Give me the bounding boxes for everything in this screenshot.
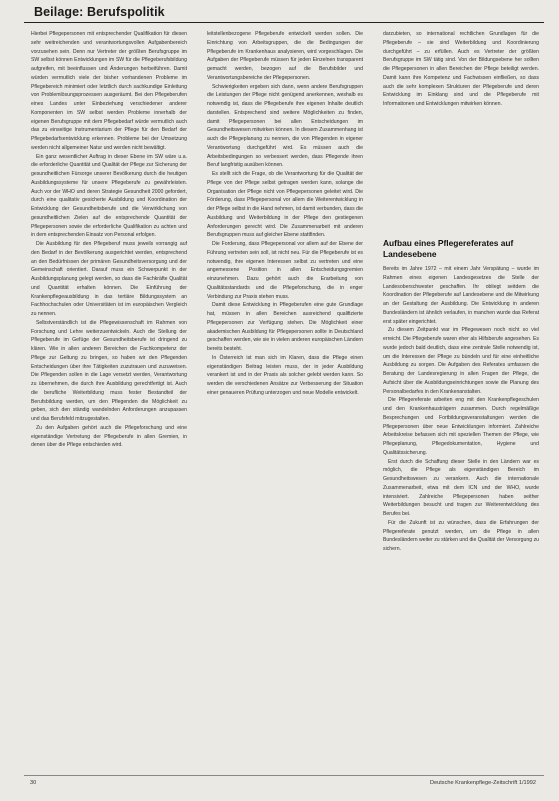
paragraph: leitstellenbezogene Pflegeberufe entwickelt werden sollen. Die Einrichtung von Arbeitsgruppen, die die Bedingungen der Pflegeberufe im Krankenhaus analysieren, wird vorgeschlagen. Die Aufgaben der Pflegeberufe müssen für jeden Einzelnen transparent gemacht werden, bezogen auf die Berufsbilder und Verantwortungsbereiche der Pflegepersonen. bbox=[207, 31, 363, 81]
journal-citation: Deutsche Krankenpflege-Zeitschrift 1/1992 bbox=[429, 780, 536, 786]
paragraph: Hierbei Pflegepersonen mit entsprechender Qualifikation für diesen sehr weitreichenden und verantwortungsvollen Aufgabenbereich vorzusehen sein. Denn nur Vertreter der größten Berufsgruppe im SW selbst können Entwicklungen im SW für die Pflegeberufsbildung aufgreifen, mit beeinflussen und Änderungen herbeiführen. Damit würden vermutlich viele der bisher vorhandenen Probleme im Pflegebereich minimiert oder letztlich durch sachkundige Einleitung von Problemlösungsprozessen ausgeräumt. Bei den Pflegeberufen eines Landes unter Einbeziehung verschiedener anderer Komponenten im SW selbst werden Probleme innerhalb der eigenen Berufsgruppe mit dem Pflegebedarf würde vermutlich auch das zu einseitige Instrumentarium der Pflege für den Bedarf der Pflegebedarfsentwicklung erkennen. Probleme bei der Umsetzung werden nicht allgemeiner Natur und werden nicht bewältigt. bbox=[31, 31, 187, 151]
page-number: 30 bbox=[30, 780, 37, 786]
subsection-heading: Aufbau eines Pflegereferates auf Landesebene bbox=[383, 238, 514, 259]
text-column-1 bbox=[31, 30, 187, 770]
paragraph: In Österreich ist man sich im Klaren, dass die Pflege einen eigenständigen Beitrag leisten muss, der in jeder Ausbildung verankert ist und in der Praxis als solcher gelebt werden kann. So werden die verschiedenen Ansätze zur Verbesserung der Situation einer genaueren Prüfung unterzogen und neue Modelle entwickelt. bbox=[207, 354, 363, 396]
section-title: Beilage: Berufspolitik bbox=[34, 5, 165, 19]
paragraph: Für die Zukunft ist zu wünschen, dass die Erfahrungen der Pflegereferate genutzt werden, um die Pflege in allen Bundesländern weiter zu stärken und die Qualität der Versorgung zu sichern. bbox=[383, 519, 539, 552]
page-header bbox=[24, 2, 544, 23]
paragraph: Schwierigkeiten ergeben sich dann, wenn andere Berufsgruppen die Leistungen der Pflege nicht genügend anerkennen, weshalb es notwendig ist, dass die Pflegeberufe ihre eigenen Inhalte deutlich darstellen. Entsprechend sind weitere Möglichkeiten zu finden, damit Pflegepersonen bei allen Entscheidungen im Gesundheitswesen mitwirken können. In diesem Zusammenhang ist auch die Pflegeplanung zu nennen, die von Pflegenden in eigener Verantwortung durchgeführt wird. Es müssen auch die Arbeitsbedingungen so verbessert werden, dass Pflegende ihren Beruf langfristig ausüben können. bbox=[207, 83, 363, 169]
paragraph: Die Pflegereferate arbeiten eng mit den Krankenpflegeschulen und den Krankenhausträgern zusammen. Durch regelmäßige Besprechungen und Fortbildungsveranstaltungen werden die Pflegepersonen über neue Entwicklungen informiert. Zahlreiche Arbeitskreise befassen sich mit speziellen Themen der Pflege, wie Pflegeplanung, Pflegedokumentation, Hygiene und Qualitätssicherung. bbox=[383, 397, 539, 456]
paragraph: Die Ausbildung für den Pflegeberuf muss jeweils vorrangig auf den Bedarf in der Bevölkerung ausgerichtet werden, entsprechend an den Bedürfnissen der primären Gesundheitsversorgung und der Gemeinschaft orientiert. Darauf muss ein Schwerpunkt in der Ausbildungsplanung gelegt werden, so dass die Fachkräfte Qualität und Quantität erhalten können. Die Einführung der Krankenpflegeausbildung in das tertiäre Bildungssystem an Fachhochschulen oder Universitäten ist im europäischen Vergleich zu nennen. bbox=[31, 241, 187, 317]
text-column-3 bbox=[383, 30, 539, 770]
paragraph: Selbstverständlich ist die Pflegewissenschaft im Rahmen von Forschung und Lehre weiterzuentwickeln. Auch die Stellung der Pflegeberufe im Gefüge der Gesundheitsberufe ist dringend zu klären. Wie in allen anderen Bereichen die Fachkompetenz der Pflege zur Geltung zu bringen, so haben wir den Pflegenden Entscheidungen über ihre Tätigkeiten zuzutrauen und zuzuweisen. Die Pflegenden sollen in die Lage versetzt werden, Verantwortung zu übernehmen, die durch ihre Ausbildung gerechtfertigt ist. Auch die berufliche Weiterbildung muss fester Bestandteil der Berufsbildung werden, um den Pflegenden die Möglichkeit zu geben, sich den ständig wandelnden Anforderungen anzupassen und das Berufsfeld mitzugestalten. bbox=[31, 319, 187, 422]
paragraph: Damit diese Entwicklung in Pflegeberufen eine gute Grundlage hat, müssen in allen Bereichen ausreichend qualifizierte Pflegepersonen zur Verfügung stehen. Die Möglichkeit einer akademischen Ausbildung für Pflegepersonen sollte in Deutschland geschaffen werden, wie sie in vielen anderen europäischen Ländern bereits besteht. bbox=[207, 302, 363, 352]
paragraph: Es stellt sich die Frage, ob die Verantwortung für die Qualität der Pflege von der Pflege selbst getragen werden kann, solange die Organisation der Pflege nicht von Pflegepersonen geleitet wird. Die Förderung, dass Pflegepersonal vor allem die Weiterentwicklung in der Pflege selbst in die Hand nehmen, ist damit verbunden, dass die Ausbildung und Weiterbildung in der Pflege den gestiegenen Anforderungen gerecht wird. Die Zusammenarbeit mit anderen Berufsgruppen muss auf gleicher Ebene stattfinden. bbox=[207, 171, 363, 239]
text-column-2 bbox=[207, 30, 363, 770]
column-3-body bbox=[383, 265, 539, 770]
paragraph: Zu den Aufgaben gehört auch die Pflegeforschung und eine eigenständige Vertretung der Pflegeberufe in allen Gremien, in denen über die Pflege entschieden wird. bbox=[31, 424, 187, 449]
paragraph: Bereits im Jahre 1972 – mit einem Jahr Verspätung – wurde im Rahmen eines eigenen Landesgesetzes die Stelle der Landesoberschwester geschaffen. Ihr obliegt seitdem die Koordination der Pflegeberufe auf Landesebene und die Mitwirkung an der Gestaltung der Ausbildung. Die Entwicklung in anderen Bundesländern ist ähnlich verlaufen, in manchen wurde das Referat erst später eingerichtet. bbox=[383, 266, 539, 325]
paragraph: darzubieten, so international rechtlichen Grundlagen für die Pflegeberufe – sie sind Weiterbildung und Koordinierung durchgeführt – zu erfüllen. Auch es Vertreter der größten Berufsgruppe im SW tätig sind. Von der Bildungsebene her sollten die Pflegepersonen in allen Bereichen der Pflege beteiligt werden. Damit kann ihre Kompetenz und Fachwissen einfließen, so dass auch die sehr komplexen Strukturen der Pflegeberufe und deren Entwicklung im Einklang sind und die Pflegeberufe mit Informationen und Entwicklungen mitwirken können. bbox=[383, 31, 539, 107]
paragraph: Zu diesem Zeitpunkt war im Pflegewesen noch nicht so viel erreicht. Die Pflegeberufe waren eher als Hilfsberufe angesehen. Es wurde jedoch bald deutlich, dass eine zentrale Stelle notwendig ist, um die Interessen der Pflege zu bündeln und für eine einheitliche Ausbildung zu sorgen. Die Aufgaben des Referates umfassen die Beratung der Landesregierung in allen Fragen der Pflege, die Aufsicht über die Ausbildungseinrichtungen sowie die Planung des Personalbedarfes in den Krankenanstalten. bbox=[383, 327, 539, 395]
paragraph: Ein ganz wesentlicher Auftrag in dieser Ebene im SW wäre u.a. die erforderliche Quantität und Qualität der Pflege zur Sicherung der gesundheitlichen Fürsorge unserer Bevölkerung durch die heutigen Ausbildungssysteme für unsere Pflegeberufe zu gewährleisten. Auch vor der WHO und deren Strategie Gesundheit 2000 gefordert, durch eine qualitativ gesicherte Ausbildung und Koordination der Entwicklung der Gesundheitsberufe und die Verwirklichung von gesundheitlichen Zielen auf die entsprechende Quantität der Pflegepersonen sowie die erforderliche Qualifikation zu achten und in dem entsprechenden Einsatz von Personal erfolgen. bbox=[31, 153, 187, 239]
paragraph: Erst durch die Schaffung dieser Stelle in den Ländern war es möglich, die Pflege als eigenständigen Bereich im Gesundheitswesen zu verankern. Auch die internationale Zusammenarbeit, etwa mit dem ICN und der WHO, wurde intensiviert. Zahlreiche Pflegepersonen haben seither Weiterbildungen besucht und tragen zur Weiterentwicklung des Berufes bei. bbox=[383, 458, 539, 517]
page-footer bbox=[24, 775, 544, 790]
column-3-intro bbox=[383, 30, 539, 230]
paragraph: Die Forderung, dass Pflegepersonal vor allem auf der Ebene der Führung vertreten sein soll, ist nicht neu. Für die Pflegeberufe ist es notwendig, ihre eigenen Interessen selbst zu vertreten und eine angemessene Position in allen Entscheidungsgremien einzunehmen. Dazu gehört auch die Erarbeitung von Qualitätsstandards und die Pflegeforschung, die in enger Verbindung zur Praxis stehen muss. bbox=[207, 241, 363, 300]
